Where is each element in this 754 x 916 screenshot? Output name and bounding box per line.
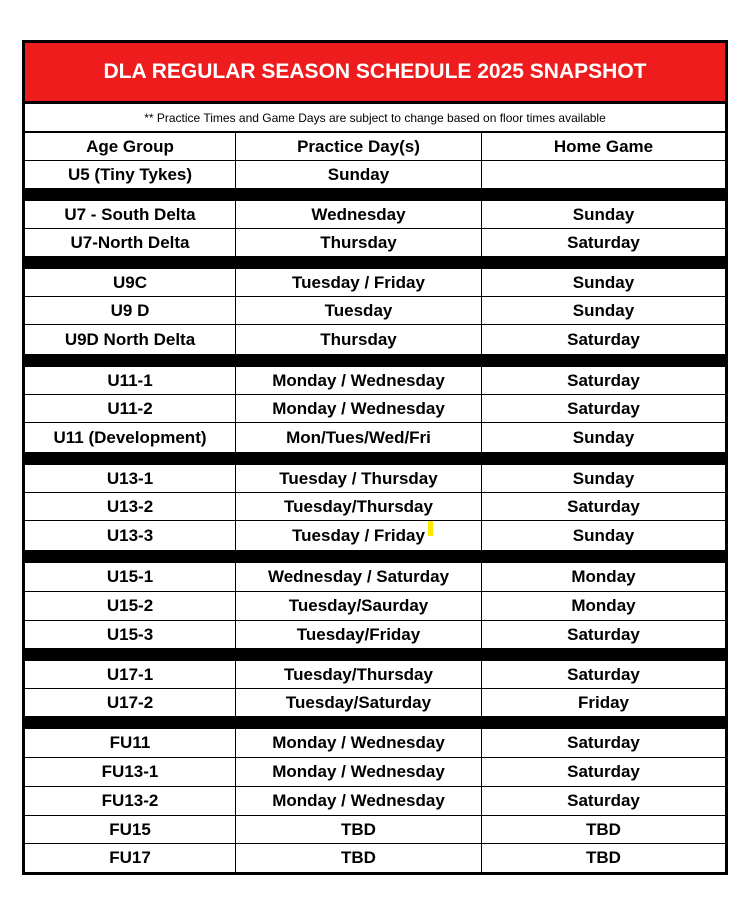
practice-cell: Tuesday	[236, 297, 482, 324]
practice-cell: Tuesday/Saurday	[236, 592, 482, 620]
age-group-cell: U13-3	[25, 521, 236, 550]
age-group-cell: U13-2	[25, 493, 236, 520]
table-row	[25, 269, 725, 297]
home-game-cell: Monday	[571, 567, 636, 586]
schedule-table	[22, 40, 728, 875]
table-row	[25, 758, 725, 787]
header-home-game: Home Game	[553, 136, 654, 156]
table-row	[25, 367, 725, 395]
table-row	[25, 621, 725, 649]
highlight-mark	[428, 521, 433, 536]
practice-cell: Monday / Wednesday	[236, 395, 482, 422]
age-group-cell: U13-1	[25, 465, 236, 492]
home-game-cell: Saturday	[567, 398, 640, 418]
home-game-cell: Sunday	[572, 468, 635, 488]
practice-cell: Tuesday / Thursday	[236, 465, 482, 492]
age-group-cell: U11-2	[25, 395, 236, 422]
age-group-cell: FU13-1	[25, 758, 236, 786]
home-game-cell: Monday	[571, 596, 636, 615]
home-game-cell: Sunday	[572, 204, 635, 224]
home-game-cell: Sunday	[572, 427, 635, 447]
practice-cell: Tuesday / Friday	[236, 521, 482, 550]
age-group-cell: U17-1	[25, 661, 236, 688]
table-row	[25, 563, 725, 592]
group-separator	[25, 649, 725, 661]
age-group-cell: U5 (Tiny Tykes)	[25, 161, 236, 188]
table-row	[25, 297, 725, 325]
table-row	[25, 395, 725, 423]
practice-cell: Thursday	[236, 229, 482, 256]
table-row	[25, 592, 725, 621]
age-group-cell: FU13-2	[25, 787, 236, 815]
home-game-cell: Saturday	[567, 624, 640, 644]
age-group-cell: U9C	[25, 269, 236, 296]
age-group-cell: FU15	[25, 816, 236, 843]
home-game-cell: Sunday	[572, 525, 635, 545]
group-separator	[25, 453, 725, 465]
table-row	[25, 689, 725, 717]
practice-cell: Wednesday / Saturday	[236, 563, 482, 591]
group-separator	[25, 355, 725, 367]
practice-cell: Tuesday / Friday	[236, 269, 482, 296]
home-game-cell: Saturday	[567, 496, 640, 516]
group-separator	[25, 717, 725, 729]
home-game-cell: Sunday	[572, 272, 635, 292]
practice-cell: Wednesday	[236, 201, 482, 228]
home-game-cell: Saturday	[567, 664, 640, 684]
age-group-cell: U7 - South Delta	[25, 201, 236, 228]
table-row	[25, 844, 725, 872]
age-group-cell: FU11	[25, 729, 236, 757]
age-group-cell: U7-North Delta	[25, 229, 236, 256]
age-group-cell: U9D North Delta	[25, 325, 236, 354]
header-age-group: Age Group	[25, 133, 236, 160]
home-game-cell: Saturday	[567, 329, 640, 349]
practice-cell: Thursday	[236, 325, 482, 354]
home-game-cell: Saturday	[567, 762, 640, 781]
table-row	[25, 465, 725, 493]
practice-cell: Tuesday/Friday	[236, 621, 482, 648]
home-game-cell: Friday	[577, 692, 630, 712]
practice-cell: TBD	[236, 816, 482, 843]
group-separator	[25, 257, 725, 269]
home-game-cell: Saturday	[567, 232, 640, 252]
table-row	[25, 325, 725, 355]
table-row	[25, 729, 725, 758]
practice-cell: Tuesday/Thursday	[236, 661, 482, 688]
table-row	[25, 161, 725, 189]
age-group-cell: U15-2	[25, 592, 236, 620]
table-row	[25, 423, 725, 453]
practice-cell: Monday / Wednesday	[236, 787, 482, 815]
table-row	[25, 816, 725, 844]
practice-cell: Monday / Wednesday	[236, 367, 482, 394]
home-game-cell	[482, 161, 725, 188]
practice-cell: Sunday	[236, 161, 482, 188]
home-game-cell: Sunday	[572, 300, 635, 320]
group-separator	[25, 551, 725, 563]
practice-cell: Mon/Tues/Wed/Fri	[236, 423, 482, 452]
header-row	[25, 133, 725, 161]
practice-cell: Tuesday/Saturday	[236, 689, 482, 716]
practice-cell: TBD	[236, 844, 482, 872]
practice-cell: Monday / Wednesday	[236, 729, 482, 757]
home-game-cell: Saturday	[567, 370, 640, 390]
schedule-note: ** Practice Times and Game Days are subject to change based on floor times available	[25, 104, 725, 133]
group-separator	[25, 189, 725, 201]
table-row	[25, 521, 725, 551]
age-group-cell: U11 (Development)	[25, 423, 236, 452]
practice-cell: Tuesday/Thursday	[236, 493, 482, 520]
schedule-title: DLA REGULAR SEASON SCHEDULE 2025 SNAPSHOT	[25, 43, 725, 104]
table-row	[25, 229, 725, 257]
home-game-cell: TBD	[586, 848, 621, 867]
table-row	[25, 201, 725, 229]
practice-cell: Monday / Wednesday	[236, 758, 482, 786]
age-group-cell: FU17	[25, 844, 236, 872]
home-game-cell: Saturday	[567, 791, 640, 810]
table-row	[25, 661, 725, 689]
table-row	[25, 493, 725, 521]
age-group-cell: U15-3	[25, 621, 236, 648]
age-group-cell: U17-2	[25, 689, 236, 716]
age-group-cell: U15-1	[25, 563, 236, 591]
age-group-cell: U9 D	[25, 297, 236, 324]
home-game-cell: TBD	[586, 819, 621, 839]
table-row	[25, 787, 725, 816]
age-group-cell: U11-1	[25, 367, 236, 394]
header-practice-days: Practice Day(s)	[236, 133, 482, 160]
home-game-cell: Saturday	[567, 733, 640, 752]
